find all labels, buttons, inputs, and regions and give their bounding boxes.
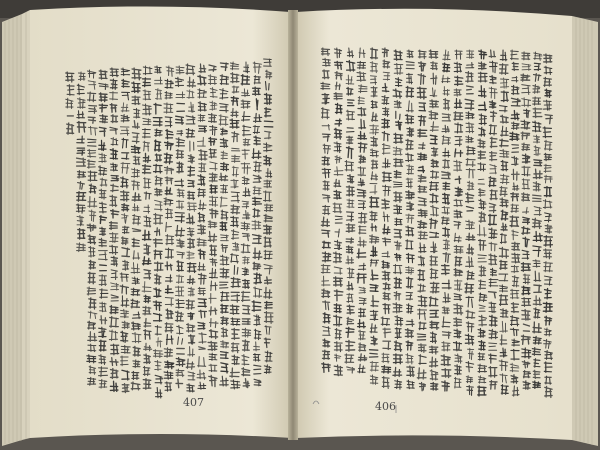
- handwritten-glyph: [393, 354, 402, 364]
- handwritten-glyph: [521, 263, 530, 272]
- handwritten-glyph: [254, 273, 261, 284]
- handwritten-glyph: [430, 100, 438, 108]
- handwritten-glyph: [155, 140, 161, 151]
- handwritten-glyph: [165, 382, 172, 391]
- left-page-number: 407: [183, 396, 204, 409]
- handwritten-glyph: [231, 277, 240, 287]
- handwritten-glyph: [522, 52, 530, 60]
- handwritten-glyph: [511, 303, 518, 313]
- handwritten-glyph: [406, 139, 413, 150]
- handwritten-glyph: [99, 367, 108, 377]
- handwritten-glyph: [346, 136, 353, 144]
- handwritten-glyph: [233, 242, 239, 250]
- handwritten-glyph: [99, 93, 107, 102]
- handwritten-glyph: [121, 331, 128, 342]
- handwritten-glyph: [99, 340, 105, 351]
- handwritten-glyph: [443, 239, 449, 250]
- handwritten-glyph: [544, 54, 552, 63]
- handwritten-glyph: [210, 185, 217, 193]
- handwritten-glyph: [188, 166, 195, 176]
- handwritten-glyph: [122, 237, 128, 245]
- handwritten-glyph: [232, 328, 239, 339]
- handwritten-glyph: [177, 162, 183, 173]
- handwritten-glyph: [346, 340, 355, 351]
- handwritten-glyph: [143, 78, 151, 87]
- handwritten-glyph: [143, 165, 151, 174]
- handwritten-glyph: [454, 318, 462, 327]
- handwritten-glyph: [220, 222, 227, 231]
- handwritten-glyph: [265, 302, 272, 309]
- handwritten-glyph: [242, 291, 250, 301]
- handwritten-glyph: [544, 153, 551, 160]
- handwritten-glyph: [230, 119, 239, 128]
- handwritten-glyph: [465, 283, 473, 293]
- handwritten-glyph: [359, 226, 366, 234]
- handwritten-glyph: [442, 265, 450, 275]
- handwritten-glyph: [231, 205, 239, 214]
- handwritten-glyph: [155, 360, 161, 370]
- handwritten-glyph: [454, 112, 463, 121]
- handwritten-glyph: [543, 302, 552, 312]
- handwritten-glyph: [383, 292, 390, 300]
- handwritten-glyph: [431, 62, 438, 70]
- handwritten-glyph: [394, 158, 403, 166]
- handwritten-glyph: [133, 346, 140, 356]
- handwritten-glyph: [132, 372, 139, 380]
- handwritten-glyph: [133, 156, 140, 165]
- handwritten-glyph: [208, 341, 217, 350]
- handwritten-glyph: [394, 133, 403, 143]
- handwritten-glyph: [522, 298, 531, 307]
- handwritten-glyph: [198, 225, 205, 235]
- handwritten-glyph: [359, 330, 366, 340]
- handwritten-glyph: [371, 160, 377, 169]
- handwritten-glyph: [501, 160, 508, 170]
- handwritten-glyph: [110, 233, 118, 243]
- handwritten-glyph: [544, 249, 552, 259]
- handwritten-glyph: [431, 383, 438, 391]
- handwritten-glyph: [323, 350, 330, 359]
- handwritten-glyph: [346, 246, 353, 254]
- handwritten-glyph: [523, 371, 530, 378]
- handwritten-glyph: [121, 191, 129, 201]
- handwritten-glyph: [88, 272, 95, 283]
- handwritten-glyph: [322, 93, 329, 103]
- handwritten-glyph: [455, 76, 463, 85]
- handwritten-glyph: [466, 122, 474, 132]
- handwritten-glyph: [153, 350, 162, 358]
- handwritten-glyph: [405, 114, 413, 123]
- handwritten-glyph: [321, 264, 330, 273]
- handwritten-glyph: [522, 286, 530, 295]
- handwritten-glyph: [264, 93, 271, 104]
- handwritten-glyph: [231, 216, 239, 227]
- handwritten-glyph: [430, 182, 439, 191]
- book-gutter: [288, 10, 298, 440]
- handwritten-glyph: [533, 108, 542, 118]
- handwritten-glyph: [122, 204, 129, 211]
- handwritten-glyph: [110, 79, 117, 89]
- handwritten-glyph: [346, 186, 354, 196]
- handwritten-glyph: [478, 151, 485, 159]
- handwritten-glyph: [111, 256, 117, 266]
- handwritten-glyph: [221, 317, 228, 325]
- handwritten-glyph: [187, 202, 196, 211]
- handwritten-glyph: [132, 82, 140, 93]
- handwritten-glyph: [176, 150, 183, 159]
- handwritten-glyph: [78, 72, 85, 80]
- handwritten-glyph: [88, 235, 95, 244]
- handwritten-glyph: [371, 101, 377, 109]
- handwritten-glyph: [188, 191, 195, 200]
- handwritten-glyph: [143, 306, 151, 315]
- handwritten-glyph: [357, 61, 365, 68]
- handwritten-glyph: [418, 129, 427, 137]
- handwritten-glyph: [334, 128, 341, 139]
- handwritten-glyph: [543, 100, 551, 110]
- handwritten-glyph: [89, 298, 96, 309]
- handwritten-glyph: [443, 182, 450, 190]
- handwritten-glyph: [522, 193, 530, 201]
- handwritten-glyph: [382, 271, 390, 280]
- handwritten-glyph: [323, 181, 329, 191]
- handwritten-glyph: [512, 253, 520, 263]
- handwritten-glyph: [478, 386, 486, 396]
- left-page: [30, 6, 292, 438]
- handwritten-glyph: [253, 87, 260, 95]
- handwritten-glyph: [176, 66, 184, 74]
- handwritten-glyph: [500, 186, 507, 196]
- handwritten-glyph: [133, 360, 140, 368]
- handwritten-glyph: [264, 180, 272, 188]
- handwritten-glyph: [264, 204, 272, 212]
- handwritten-glyph: [243, 256, 250, 264]
- handwritten-glyph: [501, 385, 508, 395]
- handwritten-glyph: [544, 77, 552, 86]
- handwritten-glyph: [334, 277, 343, 287]
- handwritten-glyph: [242, 328, 250, 337]
- handwritten-glyph: [322, 156, 329, 165]
- handwritten-glyph: [429, 50, 437, 58]
- left-page-stack: [2, 10, 30, 446]
- handwritten-glyph: [490, 190, 497, 200]
- handwritten-glyph: [333, 203, 342, 213]
- handwritten-glyph: [166, 235, 174, 245]
- handwritten-glyph: [100, 289, 108, 299]
- handwritten-glyph: [120, 356, 128, 366]
- handwritten-glyph: [382, 366, 391, 374]
- handwritten-glyph: [87, 287, 95, 295]
- handwritten-glyph: [188, 238, 195, 248]
- handwritten-glyph: [334, 304, 341, 313]
- handwritten-glyph: [323, 58, 331, 66]
- handwritten-glyph: [323, 205, 330, 214]
- handwritten-glyph: [110, 68, 118, 77]
- handwritten-glyph: [198, 114, 205, 121]
- handwritten-glyph: [132, 96, 140, 105]
- handwritten-glyph: [443, 193, 450, 204]
- handwritten-glyph: [454, 89, 461, 96]
- handwritten-glyph: [479, 280, 486, 289]
- handwritten-glyph: [334, 190, 341, 199]
- handwritten-glyph: [511, 204, 518, 212]
- handwritten-glyph: [221, 292, 229, 302]
- right-page-number: 406: [375, 400, 396, 413]
- handwritten-glyph: [100, 115, 108, 123]
- handwritten-glyph: [264, 237, 271, 248]
- handwritten-glyph: [430, 282, 438, 293]
- handwritten-glyph: [533, 97, 541, 105]
- handwritten-glyph: [132, 68, 141, 80]
- handwritten-glyph: [155, 188, 162, 196]
- handwritten-glyph: [490, 137, 497, 147]
- handwritten-glyph: [395, 218, 402, 226]
- handwritten-glyph: [232, 343, 239, 353]
- handwritten-glyph: [99, 70, 107, 79]
- handwritten-glyph: [221, 304, 228, 313]
- handwritten-glyph: [256, 99, 258, 110]
- handwritten-glyph: [545, 289, 552, 299]
- handwritten-glyph: [198, 188, 205, 197]
- handwritten-glyph: [407, 366, 414, 376]
- handwritten-glyph: [264, 225, 272, 234]
- handwritten-glyph: [142, 128, 150, 138]
- handwritten-glyph: [322, 252, 330, 262]
- handwritten-glyph: [512, 62, 518, 70]
- handwritten-glyph: [77, 192, 86, 201]
- handwritten-glyph: [533, 260, 540, 268]
- handwritten-glyph: [210, 245, 217, 256]
- handwritten-glyph: [165, 323, 173, 333]
- handwritten-glyph: [110, 222, 118, 230]
- handwritten-glyph: [430, 268, 437, 278]
- handwritten-glyph: [357, 72, 366, 82]
- handwritten-glyph: [143, 379, 151, 390]
- handwritten-glyph: [232, 155, 240, 162]
- handwritten-glyph: [334, 93, 342, 100]
- handwritten-glyph: [512, 242, 519, 250]
- handwritten-glyph: [533, 370, 540, 378]
- handwritten-glyph: [209, 173, 217, 182]
- handwritten-glyph: [500, 295, 508, 306]
- handwritten-glyph: [335, 328, 341, 339]
- handwritten-glyph: [252, 301, 261, 312]
- handwritten-glyph: [467, 50, 474, 58]
- handwritten-glyph: [371, 137, 378, 147]
- handwritten-glyph: [479, 212, 485, 222]
- handwritten-glyph: [478, 72, 487, 82]
- handwritten-glyph: [88, 377, 96, 385]
- handwritten-glyph: [78, 229, 85, 240]
- handwritten-glyph: [87, 355, 96, 363]
- handwritten-glyph: [500, 260, 507, 269]
- handwritten-glyph: [442, 307, 449, 314]
- handwritten-glyph: [489, 228, 497, 238]
- handwritten-glyph: [500, 174, 509, 184]
- handwritten-glyph: [489, 177, 496, 187]
- handwritten-glyph: [394, 192, 402, 202]
- handwritten-glyph: [335, 103, 342, 113]
- handwritten-glyph: [455, 256, 461, 266]
- handwritten-glyph: [346, 224, 354, 233]
- handwritten-glyph: [359, 308, 366, 317]
- handwritten-glyph: [66, 72, 74, 82]
- handwritten-glyph: [345, 354, 354, 363]
- handwritten-glyph: [382, 119, 389, 129]
- handwritten-glyph: [243, 280, 250, 289]
- handwritten-glyph: [111, 344, 119, 355]
- handwritten-glyph: [347, 305, 354, 314]
- handwritten-glyph: [347, 293, 353, 302]
- handwritten-glyph: [100, 227, 106, 235]
- right-page-stack: [572, 16, 598, 446]
- handwritten-glyph: [431, 147, 437, 156]
- handwritten-glyph: [110, 195, 117, 206]
- handwritten-glyph: [164, 153, 172, 164]
- handwritten-glyph: [407, 50, 413, 58]
- handwritten-glyph: [382, 377, 389, 389]
